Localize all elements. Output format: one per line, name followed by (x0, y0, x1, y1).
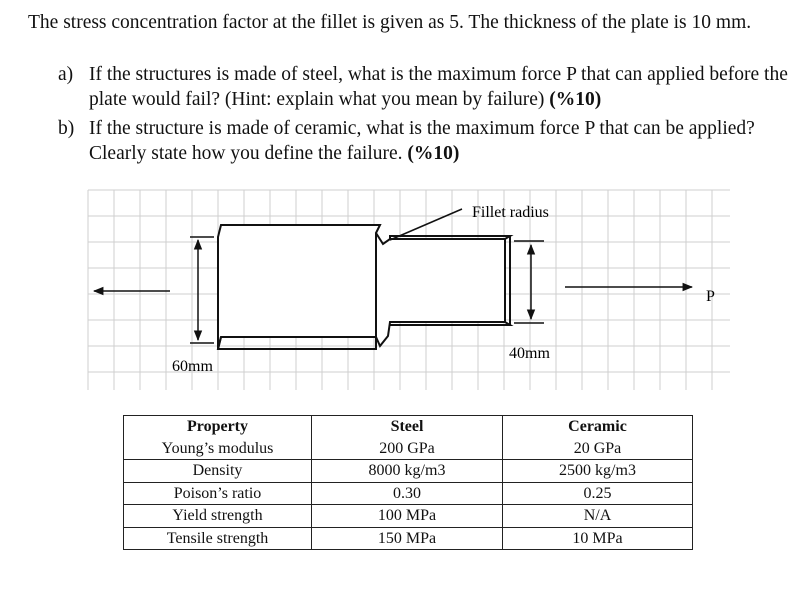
table-row (124, 482, 693, 505)
table-cell: Poison’s ratio (124, 482, 312, 505)
narrow-dimension (514, 241, 544, 323)
table-cell-text: 200 GPa (379, 439, 435, 457)
wide-dimension (190, 237, 214, 343)
table-cell: 0.30 (312, 482, 503, 505)
table-cell: Yield strength (124, 505, 312, 528)
table-cell (124, 416, 312, 460)
question-a-marks: (%10) (549, 89, 602, 110)
question-b-text: If the structure is made of ceramic, what is the maximum force P that can be applied? Clearly state how you define the failure. (89, 118, 755, 164)
table-row (124, 416, 693, 460)
table-cell: 100 MPa (312, 505, 503, 528)
question-b-label: b) (58, 118, 75, 139)
table-cell: 150 MPa (312, 527, 503, 550)
table-cell: 0.25 (503, 482, 693, 505)
table-cell: 10 MPa (503, 527, 693, 550)
table-row (124, 505, 693, 528)
table-cell (312, 416, 503, 460)
table-cell (503, 416, 693, 460)
stepped-plate (218, 225, 510, 349)
material-properties-table (123, 415, 693, 550)
narrow-dimension-label: 40mm (509, 345, 550, 362)
wide-dimension-label: 60mm (172, 358, 213, 375)
table-cell: N/A (503, 505, 693, 528)
table-cell: Tensile strength (124, 527, 312, 550)
plate-wide-bottom (218, 337, 376, 349)
table-cell-text: Young’s modulus (161, 439, 274, 457)
plate-outline (218, 225, 505, 349)
table-cell: 2500 kg/m3 (503, 460, 693, 483)
table-cell: 8000 kg/m3 (312, 460, 503, 483)
table-row (124, 527, 693, 550)
question-a-text: If the structures is made of steel, what is the maximum force P that can applied before the plate would fail? (Hint: explain what you mean by failure) (89, 64, 788, 110)
question-b-marks: (%10) (407, 143, 460, 164)
table-cell: Density (124, 460, 312, 483)
question-a-label: a) (58, 64, 74, 85)
fillet-radius-label: Fillet radius (472, 204, 549, 221)
table-header-property: Property (186, 418, 248, 435)
force-label: P (706, 288, 715, 305)
table-row (124, 460, 693, 483)
table-cell-text: 20 GPa (573, 439, 622, 457)
table-header-steel: Steel (390, 418, 424, 435)
table-header-ceramic: Ceramic (568, 418, 627, 435)
problem-intro: The stress concentration factor at the fillet is given as 5. The thickness of the plate is 10 mm. (28, 12, 752, 33)
